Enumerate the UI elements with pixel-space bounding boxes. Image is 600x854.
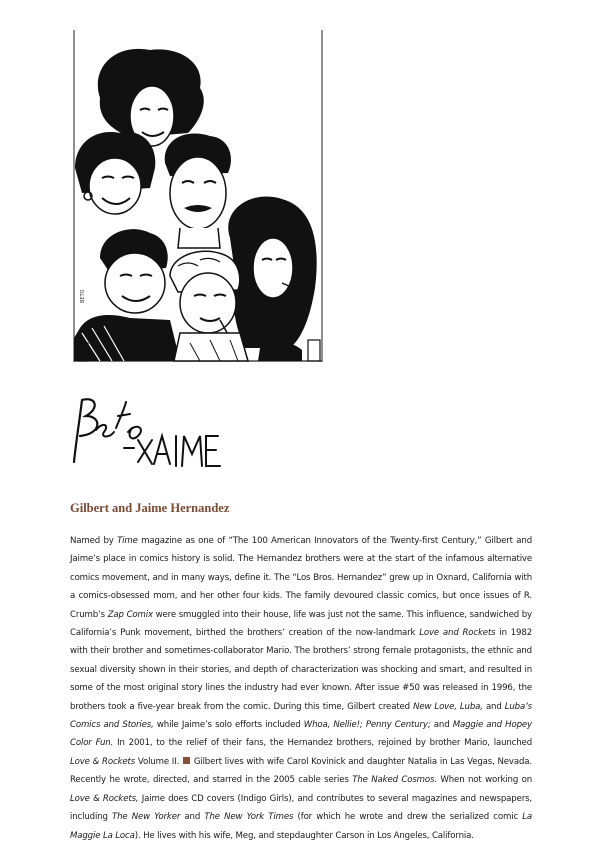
bio-text-segment: Gilbert lives with wife Carol Kovinick and daughter Natalia in Las Vegas, Nevada. Recently he wrote, directed, and starred in the 2005 cable series: [70, 756, 532, 786]
bio-italic-title: The New Yorker: [112, 812, 181, 823]
page-title: Gilbert and Jaime Hernandez: [70, 501, 230, 515]
bio-text-segment: and: [180, 812, 205, 823]
bio-italic-title: La Maggie La Loca: [70, 812, 532, 841]
bio-italic-title: Time: [117, 536, 138, 546]
bio-italic-title: Love & Rockets,: [70, 793, 139, 804]
bio-italic-title: Maggie and Hopey Color Fun.: [70, 720, 532, 749]
bio-text-segment: (for which he wrote and drew the serialized comic: [293, 812, 523, 823]
bio-text-segment: Named by: [70, 536, 118, 546]
bio-italic-title: The New York Times: [204, 812, 294, 823]
bio-italic-title: The Naked Cosmos.: [352, 775, 437, 786]
group-portrait-illustration: [70, 28, 328, 364]
bio-text-segment: while Jaime’s solo efforts included: [153, 720, 304, 731]
bio-italic-title: Zap Comix: [107, 609, 153, 620]
bio-text-segment: in 1982 with their brother and sometimes-collaborator Mario. The brothers’ strong female protagonists, the ethnic and sexual diversity shown in their stories, and depth of characterization was shocking and smart, and resulted in some of the most original story lines the industry had ever known. After issue #50 was released in 1996, the brothers took a five-year break from the comic. During this time, Gilbert created: [70, 628, 533, 712]
bio-italic-title: Whoa, Nellie!; Penny Century;: [303, 720, 431, 731]
signature-icon: [66, 392, 226, 476]
bio-text-segment: ). He lives with his wife, Meg, and stepdaughter Carson in Los Angeles, California.: [134, 830, 474, 841]
bio-italic-title: Luba’s Comics and Stories,: [70, 701, 533, 731]
artist-signature: [66, 392, 226, 476]
bio-text-segment: Volume II.: [135, 756, 182, 767]
bio-italic-title: Love & Rockets: [70, 756, 136, 767]
bio-text-segment: In 2001, to the relief of their fans, the Hernandez brothers, rejoined by brother Mario, launched: [113, 738, 532, 749]
illustration-drawing: [70, 28, 328, 364]
bio-text-segment: and: [482, 701, 505, 712]
bio-italic-title: Love and Rockets: [419, 628, 496, 639]
biography-paragraph: [70, 532, 532, 845]
svg-text:BETO: BETO: [80, 289, 86, 303]
bio-text-segment: and: [430, 720, 453, 731]
section-break-square-icon: [183, 757, 190, 764]
bio-text-segment: When not working on: [436, 775, 533, 786]
bio-text-segment: Jaime does CD covers (Indigo Girls), and contributes to several magazines and newspapers, including: [70, 793, 532, 823]
bio-text-segment: magazine as one of “The 100 American Innovators of the Twenty-first Century,” Gilbert and Jaime’s place in comics history is solid. The Hernandez brothers were at the start of the infamous alternative comics movement, and in many ways, define it. The “Los Bros. Hernandez” grew up in Oxnard, California with a comics-obsessed mom, and her other four kids. The family devoured classic comics, but once issues of R. Crumb’s: [70, 536, 532, 620]
bio-italic-title: New Love, Luba,: [413, 701, 483, 712]
bio-text-segment: were smuggled into their house, life was just not the same. This influence, sandwiched by California’s Punk movement, birthed the brothers’ creation of the now-landmark: [70, 609, 532, 639]
